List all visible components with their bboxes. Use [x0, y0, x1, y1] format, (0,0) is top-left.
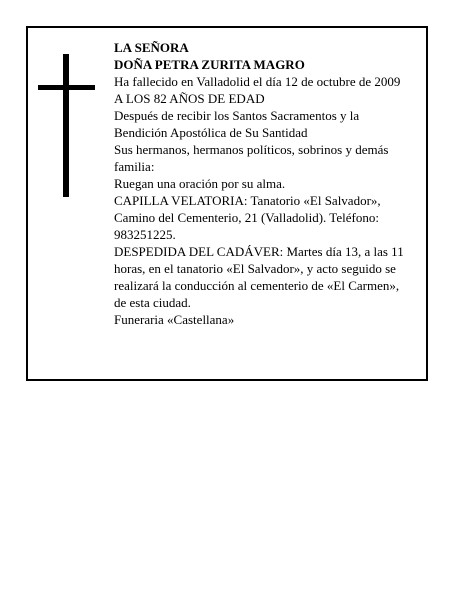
farewell-line-1: DESPEDIDA DEL CADÁVER: Martes día 13, a las 11	[114, 244, 404, 259]
age-line: A LOS 82 AÑOS DE EDAD	[114, 91, 265, 106]
prayer-line: Ruegan una oración por su alma.	[114, 176, 286, 191]
obituary-text	[114, 39, 420, 328]
farewell-line-2: horas, en el tanatorio «El Salvador», y acto seguido se	[114, 261, 396, 276]
farewell-line-4: de esta ciudad.	[114, 295, 191, 310]
sacraments-line-2: Bendición Apostólica de Su Santidad	[114, 125, 308, 140]
chapel-line-3: 983251225.	[114, 227, 176, 242]
deceased-name: DOÑA PETRA ZURITA MAGRO	[114, 57, 305, 72]
chapel-line-2: Camino del Cementerio, 21 (Valladolid). Teléfono:	[114, 210, 379, 225]
family-line-2: familia:	[114, 159, 155, 174]
death-date-line: Ha fallecido en Valladolid el día 12 de octubre de 2009	[114, 74, 401, 89]
family-line-1: Sus hermanos, hermanos políticos, sobrinos y demás	[114, 142, 389, 157]
funeral-home-line: Funeraria «Castellana»	[114, 312, 235, 327]
chapel-line-1: CAPILLA VELATORIA: Tanatorio «El Salvador»,	[114, 193, 381, 208]
farewell-line-3: realizará la conducción al cementerio de «El Carmen»,	[114, 278, 400, 293]
title-line-1: LA SEÑORA	[114, 40, 189, 55]
sacraments-line-1: Después de recibir los Santos Sacramentos y la	[114, 108, 360, 123]
